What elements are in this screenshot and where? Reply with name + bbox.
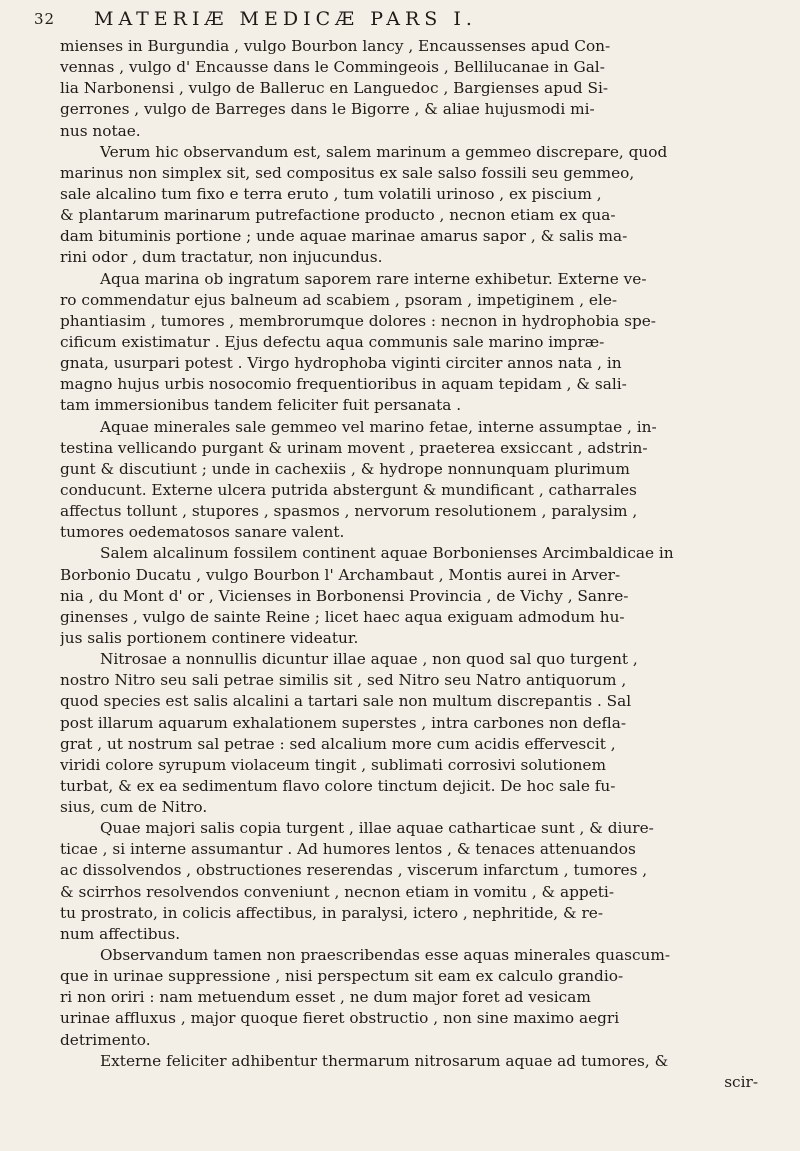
text-line: sale alcalino tum fixo e terra eruto , tum volatili urinoso , ex piscium , [60, 184, 602, 203]
running-header [34, 8, 774, 36]
text-line: num affectibus. [60, 924, 181, 943]
text-line: ri non oriri : nam metuendum esset , ne dum major foret ad vesicam [60, 988, 591, 1007]
text-line: turbat, & ex ea sedimentum flavo colore tinctum dejicit. De hoc sale fu- [60, 776, 616, 795]
text-line: detrimento. [60, 1030, 151, 1049]
text-line: que in urinae suppressione , nisi perspectum sit eam ex calculo grandio- [60, 967, 624, 986]
text-line: Aqua marina ob ingratum saporem rare interne exhibetur. Externe ve- [100, 269, 647, 288]
text-line: ro commendatur ejus balneum ad scabiem , psoram , impetiginem , ele- [60, 290, 618, 309]
text-line: nus notae. [60, 121, 141, 140]
text-line: ticae , si interne assumantur . Ad humores lentos , & tenaces attenuandos [60, 840, 636, 859]
text-line: Quae majori salis copia turgent , illae aquae catharticae sunt , & diure- [100, 819, 654, 838]
text-line: affectus tollunt , stupores , spasmos , nervorum resolutionem , paralysim , [60, 502, 638, 521]
text-line: mienses in Burgundia , vulgo Bourbon lancy , Encaussenses apud Con- [60, 37, 611, 55]
text-line: Aquae minerales sale gemmeo vel marino fetae, interne assumptae , in- [100, 417, 657, 436]
text-line: Nitrosae a nonnullis dicuntur illae aquae , non quod sal quo turgent , [100, 650, 638, 669]
text-line: nia , du Mont d' or , Vicienses in Borbonensi Provincia , de Vichy , Sanre- [60, 586, 629, 605]
text-line: grat , ut nostrum sal petrae : sed alcalium more cum acidis effervescit , [60, 734, 616, 753]
text-line: nostro Nitro seu sali petrae similis sit , sed Nitro seu Natro antiquorum , [60, 671, 627, 690]
text-line: post illarum aquarum exhalationem superstes , intra carbones non defla- [60, 713, 627, 732]
text-line: Externe feliciter adhibentur thermarum nitrosarum aquae ad tumores, & [100, 1051, 669, 1070]
text-line: Verum hic observandum est, salem marinum a gemmeo discrepare, quod [100, 142, 668, 161]
text-line: phantiasim , tumores , membrorumque dolores : necnon in hydrophobia spe- [60, 311, 656, 330]
running-title: MATERIÆ MEDICÆ PARS I. [94, 8, 477, 30]
text-line: quod species est salis alcalini a tartari sale non multum discrepantis . Sal [60, 692, 632, 711]
body-text [60, 36, 776, 1093]
text-line: magno hujus urbis nosocomio frequentioribus in aquam tepidam , & sali- [60, 375, 627, 394]
text-line: tu prostrato, in colicis affectibus, in paralysi, ictero , nephritide, & re- [60, 903, 603, 922]
text-line: gerrones , vulgo de Barreges dans le Bigorre , & aliae hujusmodi mi- [60, 100, 595, 119]
text-line: & plantarum marinarum putrefactione producto , necnon etiam ex qua- [60, 206, 616, 225]
text-line: conducunt. Externe ulcera putrida abstergunt & mundificant , catharrales [60, 480, 637, 499]
text-line: marinus non simplex sit, sed compositus ex sale salso fossili seu gemmeo, [60, 163, 635, 182]
text-line: ginenses , vulgo de sainte Reine ; licet haec aqua exiguam admodum hu- [60, 607, 625, 626]
text-line: dam bituminis portione ; unde aquae marinae amarus sapor , & salis ma- [60, 227, 628, 246]
text-line: ac dissolvendos , obstructiones reserendas , viscerum infarctum , tumores , [60, 861, 648, 880]
text-line: jus salis portionem continere videatur. [60, 628, 359, 647]
text-line: Salem alcalinum fossilem continent aquae Borbonienses Arcimbaldicae in [100, 544, 674, 563]
text-line: vennas , vulgo d' Encausse dans le Commingeois , Bellilucanae in Gal- [60, 58, 605, 77]
text-line: viridi colore syrupum violaceum tingit , sublimati corrosivi solutionem [60, 755, 606, 774]
text-line: lia Narbonensi , vulgo de Balleruc en Languedoc , Bargienses apud Si- [60, 79, 609, 98]
text-line: gnata, usurpari potest . Virgo hydrophoba viginti circiter annos nata , in [60, 354, 622, 373]
text-line: cificum existimatur . Ejus defectu aqua communis sale marino impræ- [60, 332, 605, 351]
text-line: scir- [724, 1072, 758, 1091]
text-line: rini odor , dum tractatur, non injucundus. [60, 248, 383, 267]
page-number: 32 [34, 10, 56, 28]
text-line: testina vellicando purgant & urinam movent , praeterea exsiccant , adstrin- [60, 438, 648, 457]
text-line: tam immersionibus tandem feliciter fuit persanata . [60, 396, 462, 415]
text-line: Borbonio Ducatu , vulgo Bourbon l' Archambaut , Montis aurei in Arver- [60, 565, 621, 584]
text-line: sius, cum de Nitro. [60, 798, 208, 817]
text-line: Observandum tamen non praescribendas esse aquas minerales quascum- [100, 946, 671, 965]
text-line: tumores oedematosos sanare valent. [60, 523, 345, 542]
text-line: gunt & discutiunt ; unde in cachexiis , & hydrope nonnunquam plurimum [60, 459, 630, 478]
text-line: & scirrhos resolvendos conveniunt , necnon etiam in vomitu , & appeti- [60, 882, 614, 901]
text-line: urinae affluxus , major quoque fieret obstructio , non sine maximo aegri [60, 1009, 620, 1028]
